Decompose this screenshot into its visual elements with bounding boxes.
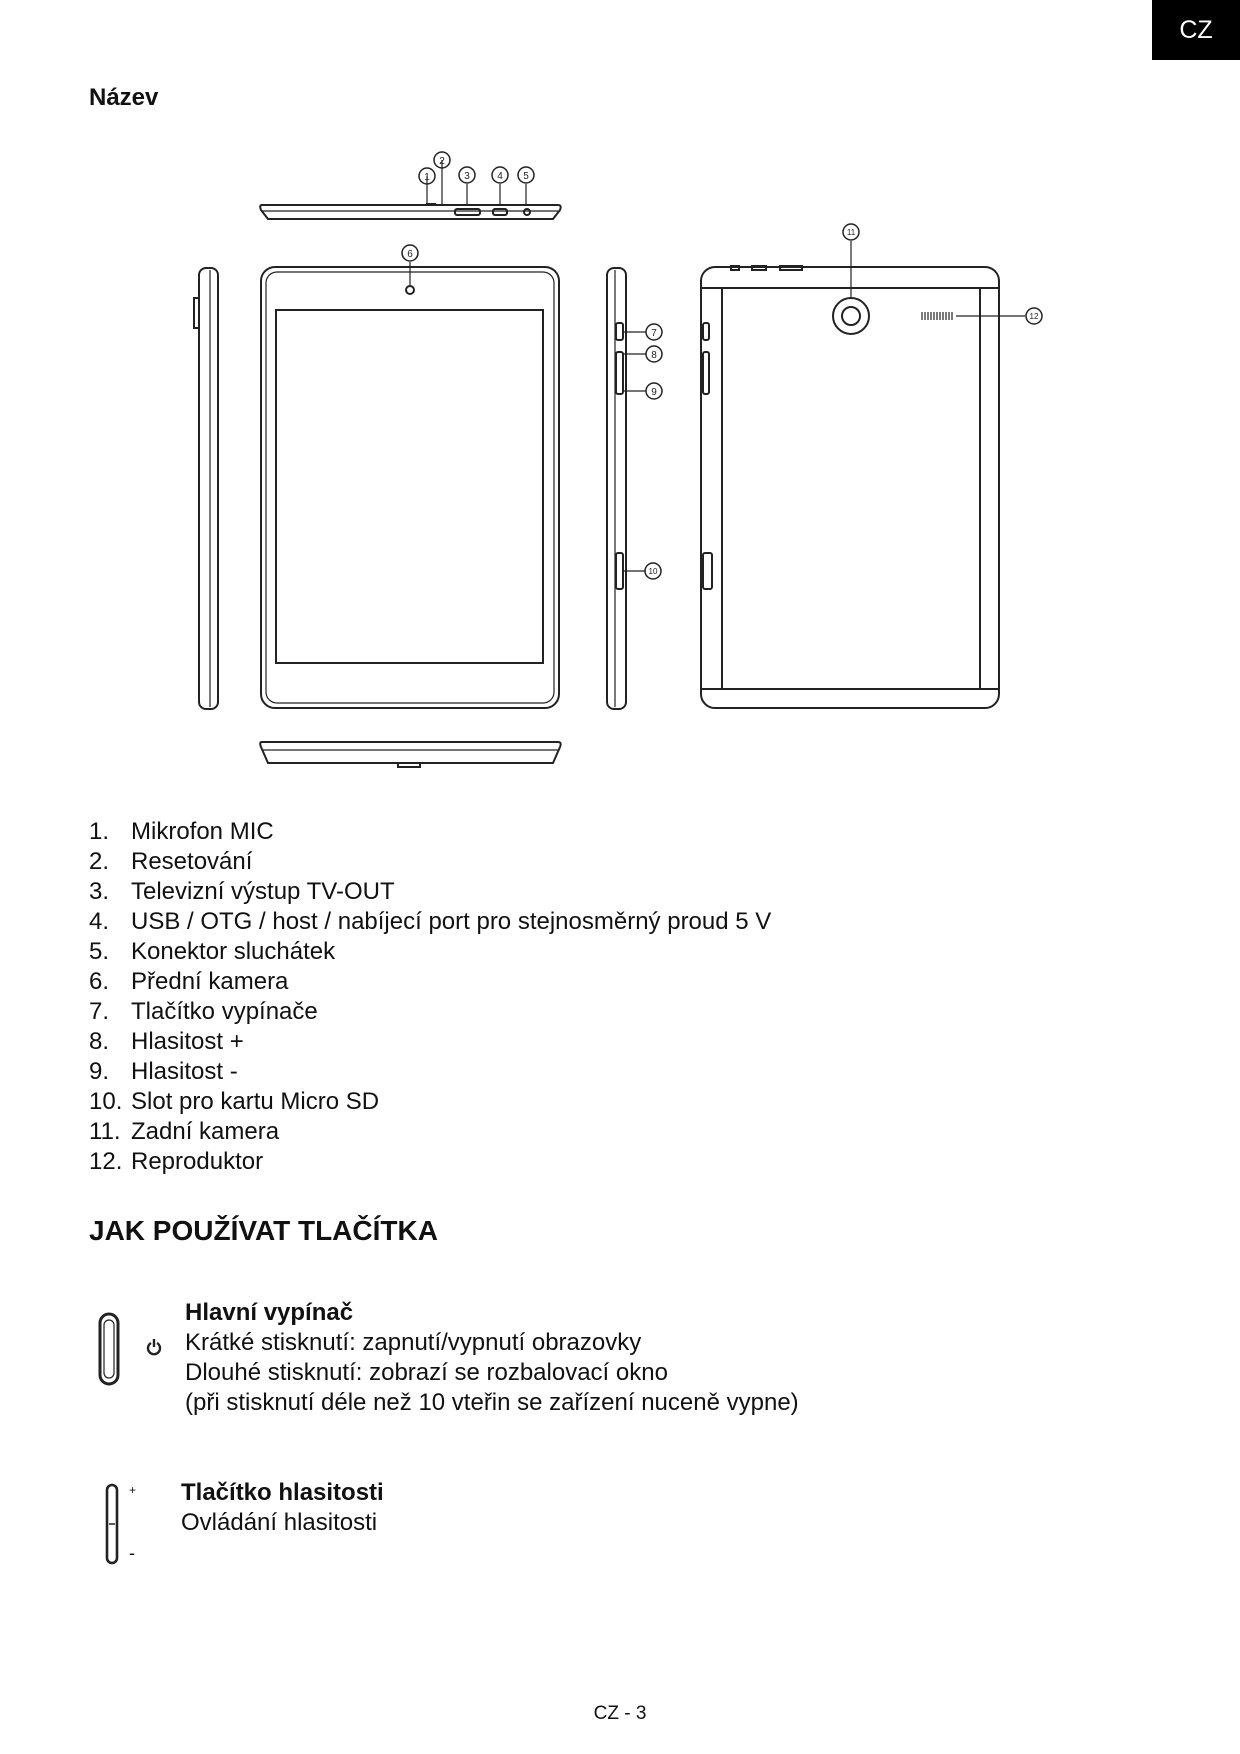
list-item — [89, 1057, 771, 1087]
callout-10: 10 — [648, 567, 658, 576]
volume-button-title: Tlačítko hlasitosti — [181, 1479, 384, 1506]
list-item — [89, 847, 771, 877]
page-number: CZ - 3 — [593, 1703, 647, 1724]
volume-button-section — [181, 1478, 384, 1538]
item-number: 8. — [89, 1028, 110, 1055]
list-item — [89, 997, 771, 1027]
list-item — [89, 877, 771, 907]
list-item — [89, 1087, 771, 1117]
callout-6: 6 — [407, 249, 413, 260]
power-button-line: (při stisknutí déle než 10 vteřin se zařízení nuceně vypne) — [185, 1389, 799, 1416]
list-item — [89, 817, 771, 847]
language-tab: CZ — [1152, 0, 1240, 60]
callout-8: 8 — [651, 350, 657, 361]
item-label: Televizní výstup TV-OUT — [131, 878, 395, 905]
item-label: Reproduktor — [131, 1148, 264, 1175]
list-item — [89, 967, 771, 997]
list-item — [89, 907, 771, 937]
volume-button-line: Ovládání hlasitosti — [181, 1509, 378, 1536]
item-label: Konektor sluchátek — [131, 938, 336, 965]
power-button-title: Hlavní vypínač — [185, 1299, 354, 1326]
parts-list — [89, 817, 771, 1177]
callout-7: 7 — [651, 328, 657, 339]
list-item — [89, 1027, 771, 1057]
power-button-line: Dlouhé stisknutí: zobrazí se rozbalovací okno — [185, 1359, 668, 1386]
volume-plus-label: + — [129, 1483, 137, 1497]
item-number: 7. — [89, 998, 110, 1025]
callout-3: 3 — [464, 171, 470, 182]
item-number: 11. — [89, 1118, 121, 1145]
item-number: 9. — [89, 1058, 110, 1085]
item-number: 12. — [89, 1148, 123, 1175]
item-number: 5. — [89, 938, 110, 965]
list-item — [89, 937, 771, 967]
item-number: 6. — [89, 968, 110, 995]
callout-9: 9 — [651, 387, 657, 398]
item-label: Hlasitost + — [131, 1028, 244, 1055]
list-item — [89, 1117, 771, 1147]
callout-5: 5 — [523, 171, 529, 182]
item-label: Hlasitost - — [131, 1058, 238, 1085]
list-item — [89, 1147, 771, 1177]
item-number: 3. — [89, 878, 110, 905]
item-label: USB / OTG / host / nabíjecí port pro stejnosměrný proud 5 V — [131, 908, 772, 935]
item-label: Slot pro kartu Micro SD — [131, 1088, 380, 1115]
callout-4: 4 — [497, 171, 503, 182]
item-label: Mikrofon MIC — [131, 818, 274, 845]
callout-11: 11 — [846, 228, 856, 237]
callout-12: 12 — [1029, 312, 1039, 321]
power-button-section — [185, 1298, 799, 1418]
power-button-icon — [96, 1310, 166, 1388]
section-heading: JAK POUŽÍVAT TLAČÍTKA — [89, 1215, 438, 1246]
volume-minus-label: - — [129, 1543, 135, 1563]
item-label: Přední kamera — [131, 968, 289, 995]
item-number: 2. — [89, 848, 110, 875]
item-number: 4. — [89, 908, 110, 935]
item-label: Zadní kamera — [131, 1118, 280, 1145]
item-number: 10. — [89, 1088, 123, 1115]
item-label: Resetování — [131, 848, 253, 875]
power-button-line: Krátké stisknutí: zapnutí/vypnutí obrazovky — [185, 1329, 642, 1356]
item-label: Tlačítko vypínače — [131, 998, 318, 1025]
item-number: 1. — [89, 818, 110, 845]
page-title: Název — [89, 84, 159, 111]
tablet-diagram — [0, 135, 1240, 780]
callout-1: 1 — [424, 172, 430, 183]
callout-2: 2 — [439, 156, 445, 167]
